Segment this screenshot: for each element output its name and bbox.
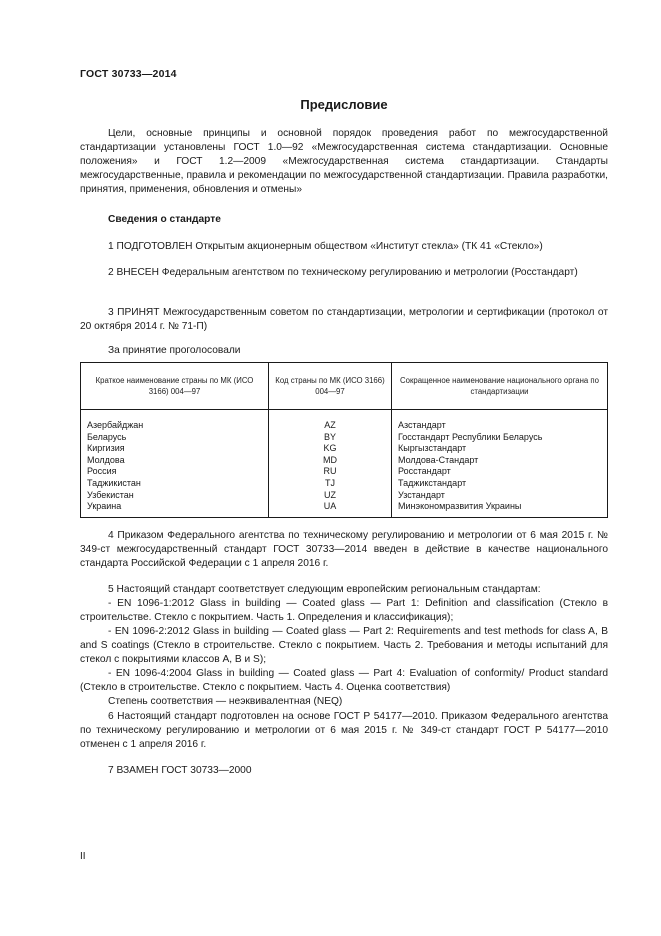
table-row (81, 455, 608, 467)
section-title: Сведения о стандарте (108, 214, 221, 225)
standards-body: Минэкономразвития Украины (392, 501, 608, 517)
table-row (81, 443, 608, 455)
standards-body: Росстандарт (392, 466, 608, 478)
standards-body: Таджикстандарт (392, 478, 608, 490)
country-code: TJ (269, 478, 392, 490)
table-row (81, 410, 608, 432)
country-name: Беларусь (81, 432, 269, 444)
correspondence-degree: Степень соответствия — неэквивалентная (NEQ) (108, 696, 343, 707)
standards-body: Узстандарт (392, 490, 608, 502)
intro-paragraph: Цели, основные принципы и основной порядок проведения работ по межгосударственной стандартизации установлены ГОСТ 1.0—92 «Межгосударственная система стандартизации. Основные положения» и ГОСТ 1.2—2009 «Межгосударственная система стандартизации. Стандарты межгосударственные, правила и рекомендации по межгосударственной стандартизации. Правила разработки, принятия, применения, обновления и отмены» (80, 128, 608, 195)
header-country-name: Краткое наименование страны по МК (ИСО 3166) 004—97 (81, 363, 269, 410)
item-replaces: 7 ВЗАМЕН ГОСТ 30733—2000 (108, 765, 252, 776)
page-number: II (80, 851, 86, 862)
country-name: Молдова (81, 455, 269, 467)
header-standards-body: Сокращенное наименование национального органа по стандартизации (392, 363, 608, 410)
table-row (81, 466, 608, 478)
table-header-row (81, 363, 608, 410)
item-adopted: 3 ПРИНЯТ Межгосударственным советом по стандартизации, метрологии и сертификации (протокол от 20 октября 2014 г. № 71-П) (80, 307, 608, 332)
country-name: Россия (81, 466, 269, 478)
item-correspondence (80, 583, 608, 709)
country-code: UA (269, 501, 392, 517)
country-name: Украина (81, 501, 269, 517)
correspondence-intro: 5 Настоящий стандарт соответствует следующим европейским региональным стандартам: (108, 584, 541, 595)
page-title: Предисловие (300, 97, 388, 112)
country-name: Таджикистан (81, 478, 269, 490)
country-code: MD (269, 455, 392, 467)
country-code: UZ (269, 490, 392, 502)
header-country-code: Код страны по МК (ИСО 3166) 004—97 (269, 363, 392, 410)
item-based-on: 6 Настоящий стандарт подготовлен на основе ГОСТ Р 54177—2010. Приказом Федерального агентства по техническому регулированию и метрологии от 6 мая 2015 г. № 349-ст стандарт ГОСТ Р 54177—2010 отменен с 1 апреля 2016 г. (80, 711, 608, 750)
country-name: Азербайджан (81, 410, 269, 432)
vote-label: За принятие проголосовали (108, 345, 241, 356)
country-code: AZ (269, 410, 392, 432)
country-code: RU (269, 466, 392, 478)
table-row (81, 478, 608, 490)
correspondence-en-1096-1: - EN 1096-1:2012 Glass in building — Coated glass — Part 1: Definition and classification (Стекло в строительстве. Стекло с покрытием. Часть 1. Определения и классификация); (80, 598, 608, 623)
item-prepared: 1 ПОДГОТОВЛЕН Открытым акционерным обществом «Институт стекла» (ТК 41 «Стекло») (108, 241, 543, 252)
correspondence-en-1096-4: - EN 1096-4:2004 Glass in building — Coated glass — Part 4: Evaluation of conformity/ Product standard (Стекло в строительстве. Стекло с покрытием. Часть 4. Оценка соответствия) (80, 668, 608, 693)
table-row (81, 490, 608, 502)
country-name: Узбекистан (81, 490, 269, 502)
standards-body: Госстандарт Республики Беларусь (392, 432, 608, 444)
table-row (81, 501, 608, 517)
item-order: 4 Приказом Федерального агентства по техническому регулированию и метрологии от 6 мая 2015 г. № 349-ст межгосударственный стандарт ГОСТ 30733—2014 введен в действие в качестве национального стандарта Российской Федерации с 1 апреля 2016 г. (80, 530, 608, 569)
table-row (81, 432, 608, 444)
item-submitted: 2 ВНЕСЕН Федеральным агентством по техническому регулированию и метрологии (Росстандарт) (108, 267, 578, 278)
country-name: Киргизия (81, 443, 269, 455)
document-code: ГОСТ 30733—2014 (80, 68, 177, 80)
country-code: KG (269, 443, 392, 455)
standards-body: Кыргызстандарт (392, 443, 608, 455)
country-code: BY (269, 432, 392, 444)
voting-states-table (80, 362, 608, 518)
standards-body: Молдова-Стандарт (392, 455, 608, 467)
correspondence-en-1096-2: - EN 1096-2:2012 Glass in building — Coated glass — Part 2: Requirements and test methods for class A, B and S coatings (Стекло в строительстве. Стекло с покрытием. Часть 2. Требования и методы испытаний для стекол с покрытиями классов A, B и S); (80, 626, 608, 665)
standards-body: Азстандарт (392, 410, 608, 432)
